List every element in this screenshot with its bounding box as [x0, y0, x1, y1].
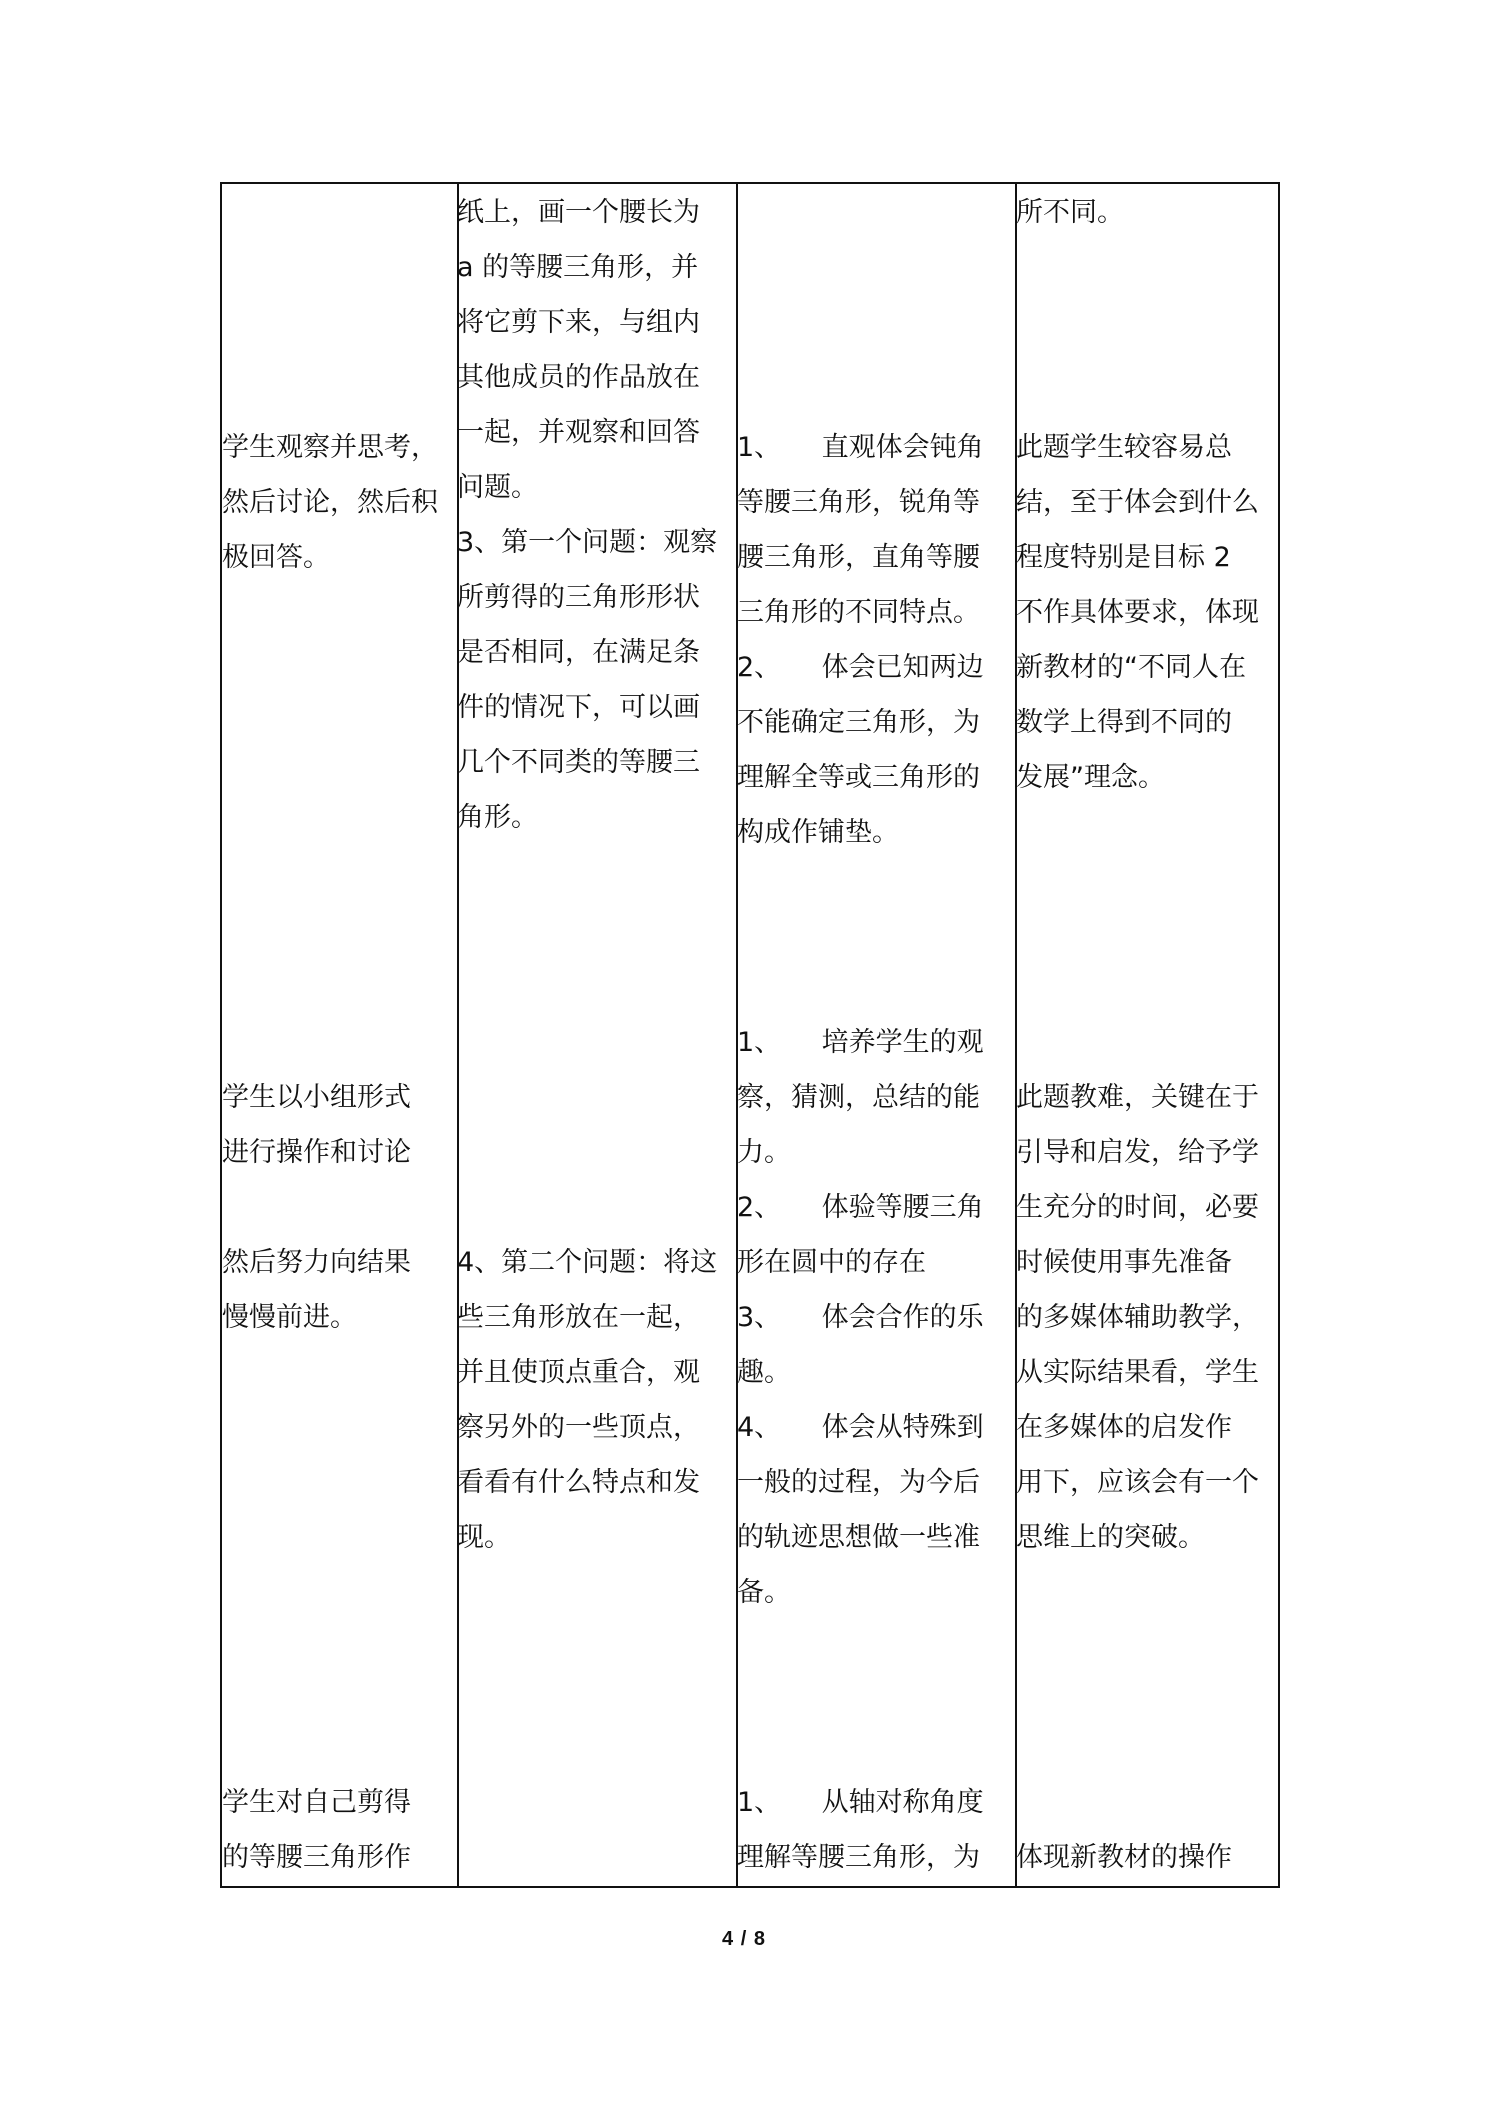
text-line: 慢慢前进。	[222, 1302, 357, 1333]
text-line: 不能确定三角形，为	[737, 707, 980, 738]
text-line: 腰三角形，直角等腰	[737, 542, 980, 573]
note-1	[1016, 185, 1124, 240]
text-line: 三角形的不同特点。	[737, 597, 980, 628]
text-line: 时候使用事先准备	[1016, 1247, 1232, 1278]
text-line: 角形。	[457, 802, 538, 833]
text-line: 等腰三角形，锐角等	[737, 487, 980, 518]
text-line: 体现新教材的操作	[1016, 1842, 1232, 1873]
text-line: 用下，应该会有一个	[1016, 1467, 1259, 1498]
text-line: 2、 体验等腰三角	[737, 1192, 984, 1223]
text-line: 新教材的“不同人在	[1016, 652, 1246, 683]
text-line: 学生对自己剪得	[222, 1787, 411, 1818]
student-activity-1	[222, 420, 438, 585]
text-line: 不作具体要求，体现	[1016, 597, 1259, 628]
text-line: 所剪得的三角形形状	[457, 582, 700, 613]
text-line: 发展”理念。	[1016, 762, 1165, 793]
text-line: 然后讨论，然后积	[222, 487, 438, 518]
text-line: a 的等腰三角形，并	[457, 252, 699, 283]
text-line: 在多媒体的启发作	[1016, 1412, 1232, 1443]
text-line: 是否相同，在满足条	[457, 637, 700, 668]
text-line: 的等腰三角形作	[222, 1842, 411, 1873]
text-line: 4、 体会从特殊到	[737, 1412, 984, 1443]
note-2	[1016, 420, 1259, 805]
text-line: 看看有什么特点和发	[457, 1467, 700, 1498]
text-line: 察，猜测，总结的能	[737, 1082, 980, 1113]
text-line: 问题。	[457, 472, 538, 503]
text-line: 学生观察并思考，	[222, 432, 438, 463]
text-line: 力。	[737, 1137, 791, 1168]
student-activity-4	[222, 1775, 411, 1885]
text-line: 引导和启发，给予学	[1016, 1137, 1259, 1168]
text-line: 此题学生较容易总	[1016, 432, 1232, 463]
design-intent-1	[737, 420, 984, 860]
text-line: 3、第一个问题：观察	[457, 527, 718, 558]
text-line: 理解等腰三角形，为	[737, 1842, 980, 1873]
note-3	[1016, 1070, 1259, 1565]
text-line: 的多媒体辅助教学，	[1016, 1302, 1259, 1333]
text-line: 1、 培养学生的观	[737, 1027, 984, 1058]
text-line: 趣。	[737, 1357, 791, 1388]
text-line: 4、第二个问题：将这	[457, 1247, 718, 1278]
text-line: 将它剪下来，与组内	[457, 307, 700, 338]
text-line: 构成作铺垫。	[737, 817, 899, 848]
text-line: 1、 从轴对称角度	[737, 1787, 984, 1818]
text-line: 现。	[457, 1522, 511, 1553]
text-line: 察另外的一些顶点，	[457, 1412, 700, 1443]
text-line: 数学上得到不同的	[1016, 707, 1232, 738]
text-line: 结，至于体会到什么	[1016, 487, 1259, 518]
design-intent-2	[737, 1015, 984, 1620]
text-line: 3、 体会合作的乐	[737, 1302, 984, 1333]
text-line: 生充分的时间，必要	[1016, 1192, 1259, 1223]
text-line: 其他成员的作品放在	[457, 362, 700, 393]
text-line: 的轨迹思想做一些准	[737, 1522, 980, 1553]
text-line: 学生以小组形式	[222, 1082, 411, 1113]
student-activity-2	[222, 1070, 411, 1180]
note-4	[1016, 1830, 1232, 1885]
text-line: 形在圆中的存在	[737, 1247, 926, 1278]
text-line: 程度特别是目标 2	[1016, 542, 1231, 573]
text-line: 1、 直观体会钝角	[737, 432, 984, 463]
text-line: 思维上的突破。	[1016, 1522, 1205, 1553]
text-line: 理解全等或三角形的	[737, 762, 980, 793]
text-line: 些三角形放在一起，	[457, 1302, 700, 1333]
teacher-activity-1	[457, 185, 717, 845]
design-intent-3	[737, 1775, 984, 1885]
student-activity-3	[222, 1235, 411, 1345]
text-line: 纸上，画一个腰长为	[457, 197, 700, 228]
text-line: 然后努力向结果	[222, 1247, 411, 1278]
text-line: 备。	[737, 1577, 791, 1608]
text-line: 一般的过程，为今后	[737, 1467, 980, 1498]
text-line: 极回答。	[222, 542, 330, 573]
text-line: 2、 体会已知两边	[737, 652, 984, 683]
text-line: 件的情况下，可以画	[457, 692, 700, 723]
teacher-activity-2	[457, 1235, 717, 1565]
text-line: 并且使顶点重合，观	[457, 1357, 700, 1388]
text-line: 一起，并观察和回答	[457, 417, 700, 448]
text-line: 所不同。	[1016, 197, 1124, 228]
page-number: 4 / 8	[722, 1928, 766, 1950]
text-line: 几个不同类的等腰三	[457, 747, 700, 778]
text-line: 从实际结果看，学生	[1016, 1357, 1259, 1388]
text-line: 进行操作和讨论	[222, 1137, 411, 1168]
text-line: 此题教难，关键在于	[1016, 1082, 1259, 1113]
